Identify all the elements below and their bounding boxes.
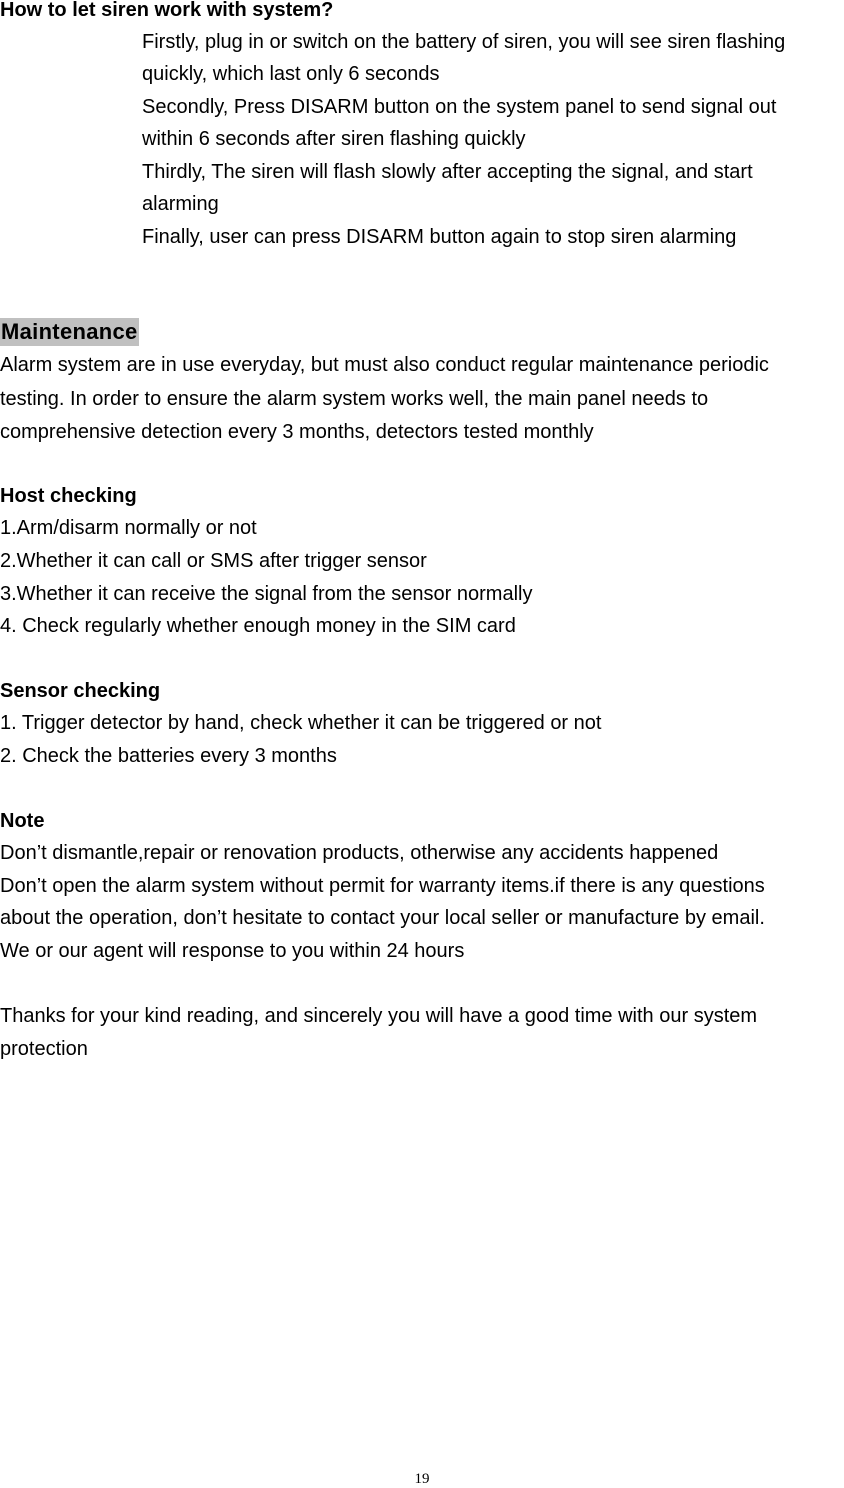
maintenance-intro-line: comprehensive detection every 3 months, detectors tested monthly xyxy=(0,421,594,443)
siren-step-line: quickly, which last only 6 seconds xyxy=(142,63,440,85)
maintenance-intro-line: Alarm system are in use everyday, but must also conduct regular maintenance periodic xyxy=(0,354,769,376)
host-checking-item: 3.Whether it can receive the signal from the sensor normally xyxy=(0,583,533,605)
siren-step-line: alarming xyxy=(142,193,219,215)
host-checking-item: 4. Check regularly whether enough money in the SIM card xyxy=(0,615,516,637)
sensor-checking-item: 1. Trigger detector by hand, check whether it can be triggered or not xyxy=(0,712,602,734)
siren-heading: How to let siren work with system? xyxy=(0,0,334,21)
host-checking-heading: Host checking xyxy=(0,485,137,507)
page-number: 19 xyxy=(414,1471,430,1487)
closing-line: Thanks for your kind reading, and sincerely you will have a good time with our system xyxy=(0,1005,758,1027)
siren-step-line: Thirdly, The siren will flash slowly after accepting the signal, and start xyxy=(142,161,753,183)
sensor-checking-item: 2. Check the batteries every 3 months xyxy=(0,745,337,767)
maintenance-heading: Maintenance xyxy=(1,319,138,344)
note-line: Don’t dismantle,repair or renovation products, otherwise any accidents happened xyxy=(0,842,719,864)
siren-step-line: Secondly, Press DISARM button on the system panel to send signal out xyxy=(142,96,777,118)
host-checking-item: 2.Whether it can call or SMS after trigger sensor xyxy=(0,550,427,572)
note-line: about the operation, don’t hesitate to contact your local seller or manufacture by email. xyxy=(0,907,765,929)
note-line: Don’t open the alarm system without permit for warranty items.if there is any questions xyxy=(0,875,765,897)
sensor-checking-heading: Sensor checking xyxy=(0,680,161,702)
maintenance-intro-line: testing. In order to ensure the alarm system works well, the main panel needs to xyxy=(0,388,709,410)
siren-step-line: Finally, user can press DISARM button again to stop siren alarming xyxy=(142,226,737,248)
host-checking-item: 1.Arm/disarm normally or not xyxy=(0,517,257,539)
note-heading: Note xyxy=(0,810,45,832)
siren-step-line: Firstly, plug in or switch on the battery of siren, you will see siren flashing xyxy=(142,31,786,53)
siren-step-line: within 6 seconds after siren flashing quickly xyxy=(142,128,526,150)
closing-line: protection xyxy=(0,1038,88,1060)
note-line: We or our agent will response to you within 24 hours xyxy=(0,940,465,962)
